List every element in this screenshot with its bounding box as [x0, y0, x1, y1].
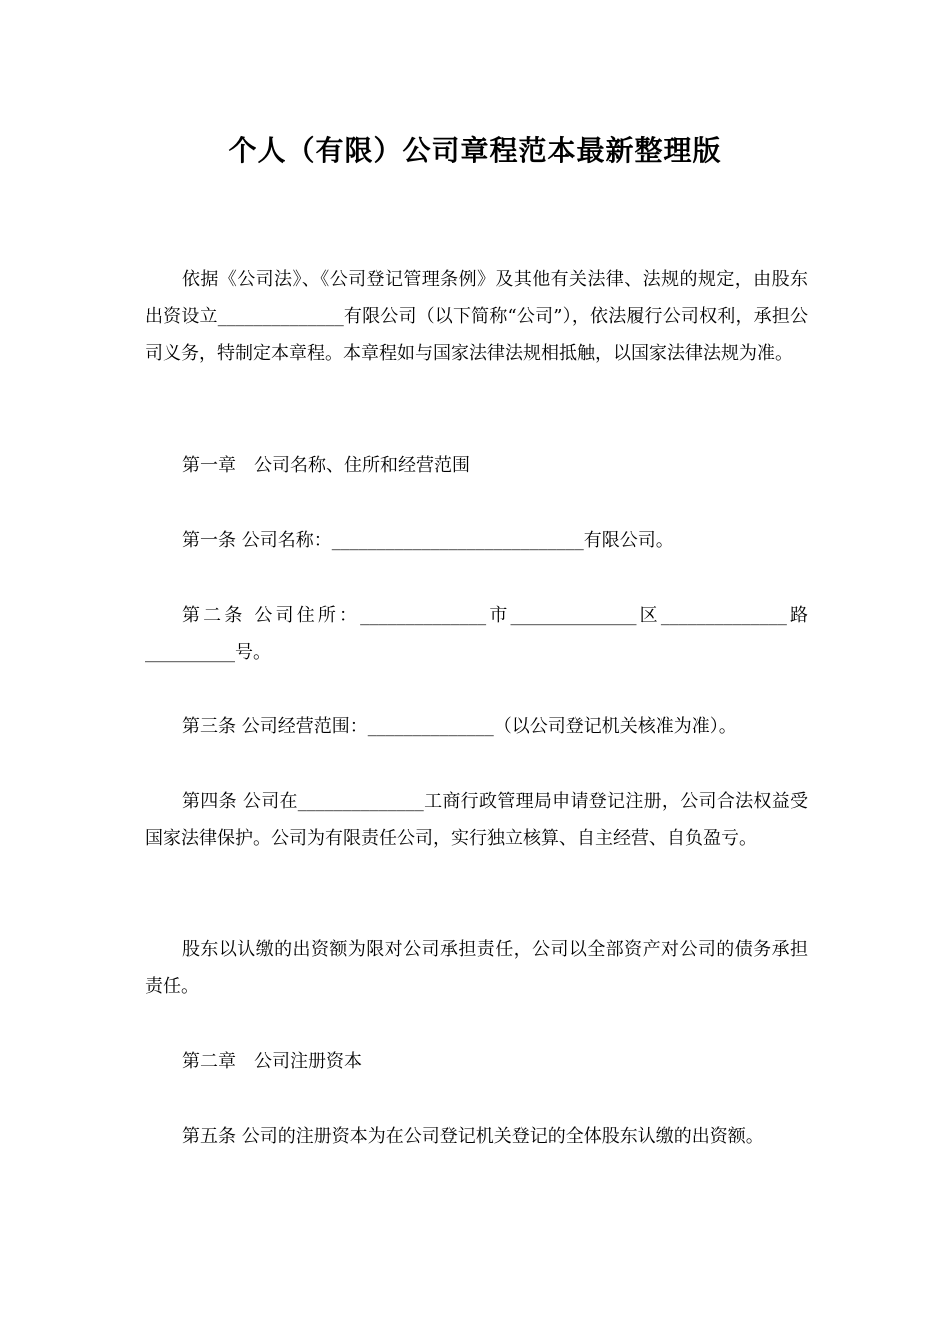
article-4: 第四条 公司在______________工商行政管理局申请登记注册，公司合法权益受国家法律保护。公司为有限责任公司，实行独立核算、自主经营、自负盈亏。: [145, 791, 809, 849]
chapter-2-number: 第二章: [182, 1051, 236, 1072]
chapter-1-number: 第一章: [182, 455, 236, 476]
article-3: 第三条 公司经营范围：______________（以公司登记机关核准为准）。: [182, 716, 737, 737]
liability-paragraph: 股东以认缴的出资额为限对公司承担责任，公司以全部资产对公司的债务承担责任。: [145, 939, 808, 997]
article-1: 第一条 公司名称：____________________________有限公司。: [182, 530, 674, 551]
article-5: 第五条 公司的注册资本为在公司登记机关登记的全体股东认缴的出资额。: [182, 1126, 764, 1147]
chapter-2-heading: [145, 1043, 808, 1080]
chapter-1-heading: [145, 447, 808, 484]
document-title: 个人（有限）公司章程范本最新整理版: [228, 134, 722, 167]
article-2: 第二条 公司住所：______________市______________区______________路__________号。: [145, 605, 808, 663]
chapter-1-title: 公司名称、住所和经营范围: [254, 455, 470, 476]
preamble-paragraph: 依据《公司法》、《公司登记管理条例》及其他有关法律、法规的规定，由股东出资设立______________有限公司（以下简称“公司”），依法履行公司权利，承担公司义务，特制定本章程。本章程如与国家法律法规相抵触，以国家法律法规为准。: [145, 269, 808, 364]
chapter-2-title: 公司注册资本: [254, 1051, 362, 1072]
